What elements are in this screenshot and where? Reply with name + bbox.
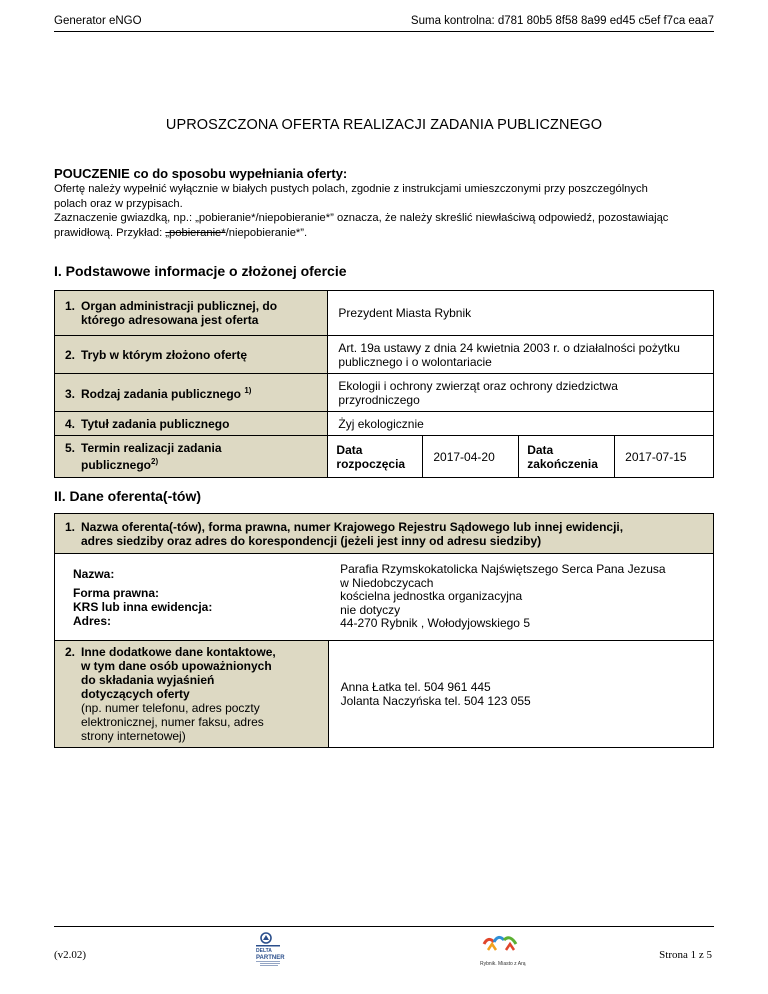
oferent-table bbox=[54, 513, 714, 748]
footer-divider bbox=[54, 926, 714, 927]
form-value: kościelna jednostka organizacyjna bbox=[340, 589, 523, 604]
addr-label: Adres: bbox=[73, 613, 112, 628]
row-item1-header: 1. Nazwa oferenta(-tów), forma prawna, numer Krajowego Rejestru Sądowego lub innej ewidencji, adres siedziby oraz adres do korespondencji (jeżeli jest inny od adresu siedziby) bbox=[55, 514, 714, 554]
addr-value: 44-270 Rybnik , Wołodyjowskiego 5 bbox=[340, 616, 530, 631]
version: (v2.02) bbox=[54, 949, 87, 961]
struck-example: „pobieranie* bbox=[165, 226, 226, 239]
app-name: Generator eNGO bbox=[54, 15, 142, 27]
row-organ: 1. Organ administracji publicznej, do którego adresowana jest oferta Prezydent Miasta Rybnik bbox=[55, 291, 714, 336]
row-rodzaj: 3. Rodzaj zadania publicznego $^{1)}$ Ekologii i ochrony zwierząt oraz ochrony dziedzictwa przyrodniczego bbox=[55, 374, 714, 412]
row-termin: 5. Termin realizacji zadania publicznego$^{2)}$ Data rozpoczęcia 2017-04-20 Data zakończenia 2017-07-15 bbox=[55, 436, 714, 478]
end-date-value: 2017-07-15 bbox=[615, 436, 714, 478]
start-date-label: Data rozpoczęcia bbox=[328, 436, 423, 478]
end-date-label: Data zakończenia bbox=[519, 436, 615, 478]
document-title: UPROSZCZONA OFERTA REALIZACJI ZADANIA PUBLICZNEGO bbox=[165, 117, 603, 133]
section-2-title: II. Dane oferenta(-tów) bbox=[54, 488, 202, 504]
basic-info-table bbox=[54, 290, 714, 478]
row-tryb: 2. Tryb w którym złożono ofertę Art. 19a ustawy z dnia 24 kwietnia 2003 r. o działalności pożytku publicznego i o wolontariacie bbox=[55, 336, 714, 374]
checksum: Suma kontrolna: d781 80b5 8f58 8a99 ed45 c5ef f7ca eaa7 bbox=[410, 15, 714, 27]
name-value: Parafia Rzymskokatolicka Najświętszego Serca Pana Jezusa bbox=[340, 562, 666, 577]
svg-text:DELTA: DELTA bbox=[256, 948, 272, 954]
svg-text:PARTNER: PARTNER bbox=[256, 955, 285, 961]
row-item1-data: Nazwa: Forma prawna: KRS lub inna ewidencja: Adres: Parafia Rzymskokatolicka Najświętszego Serca Pana Jezusa w Niedobczycach kościelna jednostka organizacyjna nie dotyczy 44-270 Rybnik , Wołodyjowskiego 5 bbox=[55, 554, 714, 641]
rybnik-logo-icon bbox=[478, 932, 526, 972]
tryb-value: Art. 19a ustawy z dnia 24 kwietnia 2003 r. o działalności pożytku publicznego i o wolontariacie bbox=[328, 336, 714, 374]
rodzaj-value: Ekologii i ochrony zwierząt oraz ochrony dziedzictwa przyrodniczego bbox=[328, 374, 714, 412]
krs-label: KRS lub inna ewidencja: bbox=[73, 599, 213, 614]
contact-value: Anna Łatka tel. 504 961 445 Jolanta Naczyńska tel. 504 123 055 bbox=[328, 641, 713, 748]
form-label: Forma prawna: bbox=[73, 585, 160, 600]
pouczenie-block bbox=[54, 166, 722, 240]
delta-partner-logo-icon bbox=[252, 932, 302, 972]
svg-text:Rybnik. Miasto z Arą: Rybnik. Miasto z Arą bbox=[480, 961, 526, 967]
organ-value: Prezydent Miasta Rybnik bbox=[328, 291, 714, 336]
start-date-value: 2017-04-20 bbox=[423, 436, 519, 478]
row-tytul: 4. Tytuł zadania publicznego Żyj ekologicznie bbox=[55, 412, 714, 436]
row-item2: 2. Inne dodatkowe dane kontaktowe, w tym dane osób upoważnionych do składania wyjaśnień dotyczących oferty (np. numer telefonu, adres poczty elektronicznej, numer faksu, adres strony internetowej) Anna Łatka tel. 504 961 445 Jolanta Naczyńska tel. 504 123 055 bbox=[55, 641, 714, 748]
name-label: Nazwa: bbox=[73, 566, 115, 581]
tytul-value: Żyj ekologicznie bbox=[328, 412, 714, 436]
page-header bbox=[54, 12, 714, 32]
pouczenie-heading: POUCZENIE co do sposobu wypełniania oferty: bbox=[54, 166, 348, 181]
krs-value: nie dotyczy bbox=[340, 602, 401, 617]
section-1-title: I. Podstawowe informacje o złożonej ofercie bbox=[54, 263, 347, 279]
pouczenie-text: Ofertę należy wypełnić wyłącznie w białych pustych polach, zgodnie z instrukcjami umieszczonymi przy poszczególnych polach oraz w przypisach. Zaznaczenie gwiazdką, np.: „pobieranie*/niepobieranie*” oznacza, że należy skreślić niewłaściwą odpowiedź, pozostawiając prawidłową. Przykład: „pobieranie*/niepobieranie*”. bbox=[54, 183, 669, 239]
page-number: Strona 1 z 5 bbox=[659, 949, 712, 961]
